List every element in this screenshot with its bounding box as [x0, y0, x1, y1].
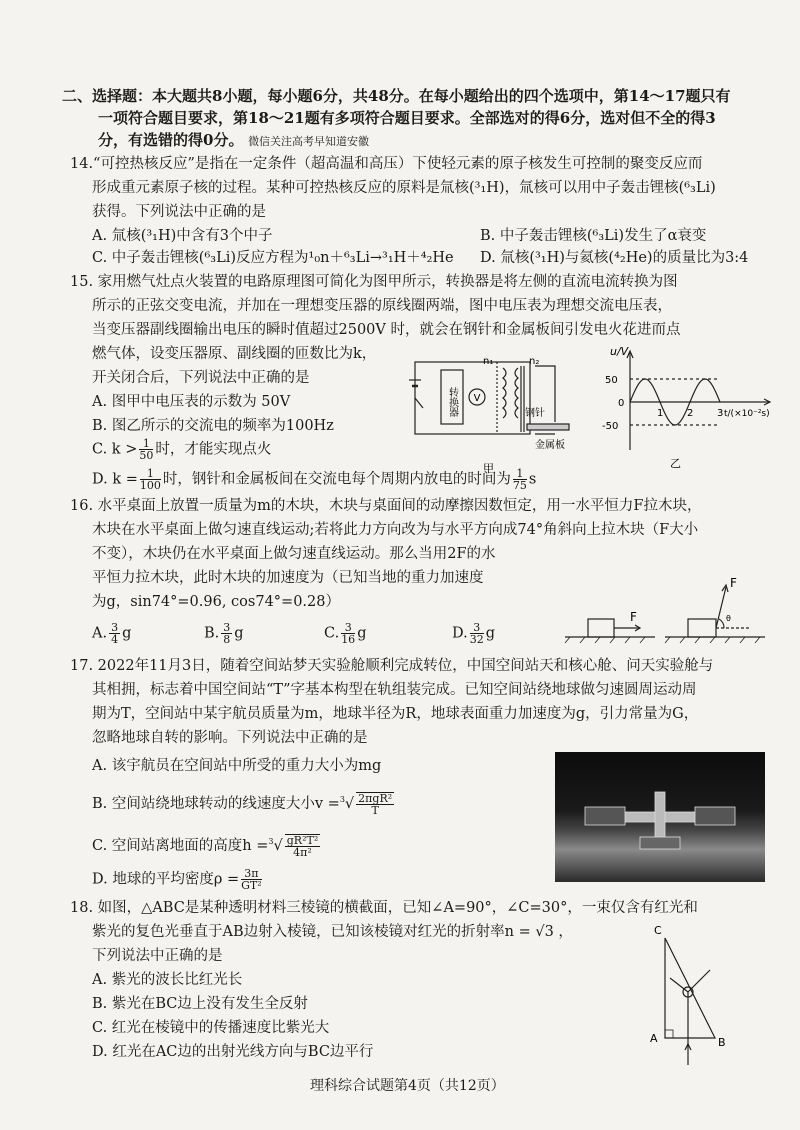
q18-option-d: D. 红光在AC边的出射光线方向与BC边平行 [92, 1044, 374, 1060]
vertex-b-label: B [718, 1036, 726, 1049]
q16-line2: 木块在水平桌面上做匀速直线运动;若将此力方向改为与水平方向成74°角斜向上拉木块（F大小 [92, 522, 699, 538]
q14-option-a: A. 氚核(³₁H)中含有3个中子 [92, 228, 273, 244]
q15-c-fraction: $\frac{1}{50}$ [139, 437, 154, 462]
y-axis-label: u/V [610, 345, 629, 358]
q15-option-a: A. 图甲中电压表的示数为 50V [92, 394, 291, 410]
x-axis-label: t/(×10⁻²s) [724, 409, 770, 419]
page-footer: 理科综合试题第4页（共12页） [310, 1078, 505, 1094]
figure-yi-label: 乙 [670, 457, 681, 470]
force-label-angled: F [730, 576, 737, 590]
q14-line1: 14.“可控热核反应”是指在一定条件（超高温和高压）下使轻元素的原子核发生可控制的聚变反应而 [70, 156, 703, 172]
q14-line3: 获得。下列说法中正确的是 [92, 204, 266, 220]
q15-option-d: D. k = $\frac{1}{100}$ 时，钢针和金属板间在交流电每个周期内放电的时间为 $\frac{1}{75}$ s [92, 467, 537, 492]
q15-line4: 燃气体，设变压器原、副线圈的匝数比为k， [92, 346, 377, 362]
q17-option-c: C. 空间站离地面的高度h =$^3$√ $\frac{\text{gR²T²}}{\text{4π²}}$ [92, 833, 319, 859]
block-horizontal-force-figure [560, 595, 660, 645]
q18-option-b: B. 紫光在BC边上没有发生全反射 [92, 996, 308, 1012]
q17-line2: 其相拥，标志着中国空间站“T”字基本构型在轨组装完成。已知空间站绕地球做匀速圆周运动周 [92, 682, 697, 698]
q16-line5: 为g，sin74°=0.96, cos74°=0.28） [92, 594, 340, 610]
q14-line2: 形成重元素原子核的过程。某种可控热核反应的原料是氚核(³₁H)，氚核可以用中子轰击锂核(⁶₃Li) [92, 180, 716, 196]
x-tick-2: 2 [687, 408, 694, 419]
converter-label: 转换器 [446, 387, 458, 417]
q17-option-d: D. 地球的平均密度ρ = $\frac{3\pi}{\text{GT²}}$ [92, 867, 262, 892]
voltmeter-label: V [473, 393, 481, 404]
x-tick-3: 3 [717, 408, 724, 419]
q17-option-b: B. 空间站绕地球转动的线速度大小v =$^3$√ $\frac{\text{2πgR²}}{T}$ [92, 791, 393, 817]
q17-line1: 17. 2022年11月3日，随着空间站梦天实验舱顺利完成转位，中国空间站天和核心舱、问天实验舱与 [70, 658, 714, 674]
q18-line1: 18. 如图，△ABC是某种透明材料三棱镜的横截面，已知∠A=90°，∠C=30°，一束仅含有红光和 [70, 900, 698, 916]
q18-line3: 下列说法中正确的是 [92, 948, 223, 964]
sine-graph-yi [600, 345, 780, 475]
needle-label: 钢针 [525, 408, 545, 419]
circuit-diagram-jia [405, 350, 580, 475]
q14-option-c: C. 中子轰击锂核(⁶₃Li)反应方程为¹₀n＋⁶₃Li→³₁H＋⁴₂He [92, 250, 454, 266]
q15-option-c: C. k > $\frac{1}{50}$ 时，才能实现点火 [92, 437, 272, 462]
q14-option-d: D. 氚核(³₁H)与氦核(⁴₂He)的质量比为3:4 [480, 250, 749, 266]
q16-option-c: C. $\frac{3}{16}$ g [324, 621, 367, 646]
q15-line1: 15. 家用燃气灶点火装置的电路原理图可简化为图甲所示，转换器是将左侧的直流电流转换为图 [70, 274, 678, 290]
q18-option-c: C. 红光在棱镜中的传播速度比紫光大 [92, 1020, 330, 1036]
q15-d-fraction2: $\frac{1}{75}$ [512, 467, 527, 492]
q17-line3: 期为T，空间站中某宇航员质量为m，地球半径为R，地球表面重力加速度为g，引力常量为G， [92, 706, 699, 722]
figure-jia-label: 甲 [483, 462, 494, 475]
vertex-a-label: A [650, 1032, 658, 1045]
n1-label: n₁ [483, 356, 494, 367]
y-tick-bottom: -50 [602, 421, 619, 432]
q16-option-b: B. $\frac{3}{8}$ g [204, 621, 244, 646]
q15-line2: 所示的正弦交变电流，并加在一理想变压器的原线圈两端，图中电压表为理想交流电压表， [92, 298, 672, 314]
q18-option-a: A. 紫光的波长比红光长 [92, 972, 243, 988]
q15-line5: 开关闭合后，下列说法中正确的是 [92, 370, 310, 386]
q17-line4: 忽略地球自转的影响。下列说法中正确的是 [92, 730, 368, 746]
n2-label: n₂ [529, 356, 540, 367]
q17-option-a: A. 该宇航员在空间站中所受的重力大小为mg [92, 758, 382, 774]
q15-line3: 当变压器副线圈输出电压的瞬时值超过2500V 时，就会在钢针和金属板间引发电火花进而点 [92, 322, 681, 338]
y-tick-zero: 0 [618, 398, 625, 409]
q15-d-fraction1: $\frac{1}{100}$ [139, 467, 161, 492]
q16-line1: 16. 水平桌面上放置一质量为m的木块，木块与桌面间的动摩擦因数恒定，用一水平恒力F拉木块， [70, 498, 702, 514]
plate-label: 金属板 [535, 440, 565, 451]
block-angled-force-figure [660, 575, 770, 645]
q18-line2: 紫光的复色光垂直于AB边射入棱镜，已知该棱镜对红光的折射率n = √3 ， [92, 924, 573, 940]
x-tick-1: 1 [657, 408, 664, 419]
vertex-c-label: C [654, 924, 662, 937]
space-station-photo [555, 752, 765, 882]
q16-line4: 平恒力拉木块，此时木块的加速度为（已知当地的重力加速度 [92, 570, 484, 586]
y-tick-top: 50 [605, 375, 618, 386]
section-heading-line2: 一项符合题目要求，第18～21题有多项符合题目要求。全部选对的得6分，选对但不全的得3 [98, 109, 716, 127]
q15-option-b: B. 图乙所示的交流电的频率为100Hz [92, 418, 334, 434]
q16-option-a: A. $\frac{3}{4}$ g [92, 621, 132, 646]
section-heading-line1: 二、选择题：本大题共8小题，每小题6分，共48分。在每小题给出的四个选项中，第14～17题只有 [62, 87, 731, 105]
watermark-text: 微信关注高考早知道安徽 [248, 135, 370, 148]
angle-label: θ [726, 614, 731, 623]
section-heading-line3: 分，有选错的得0分。 微信关注高考早知道安徽 [98, 131, 370, 149]
q16-option-d: D. $\frac{3}{32}$ g [452, 621, 496, 646]
q16-line3: 不变），木块仍在水平桌面上做匀速直线运动。那么当用2F的水 [92, 546, 496, 562]
q14-option-b: B. 中子轰击锂核(⁶₃Li)发生了α衰变 [480, 228, 707, 244]
force-label-horizontal: F [630, 610, 637, 624]
prism-figure [640, 920, 750, 1070]
